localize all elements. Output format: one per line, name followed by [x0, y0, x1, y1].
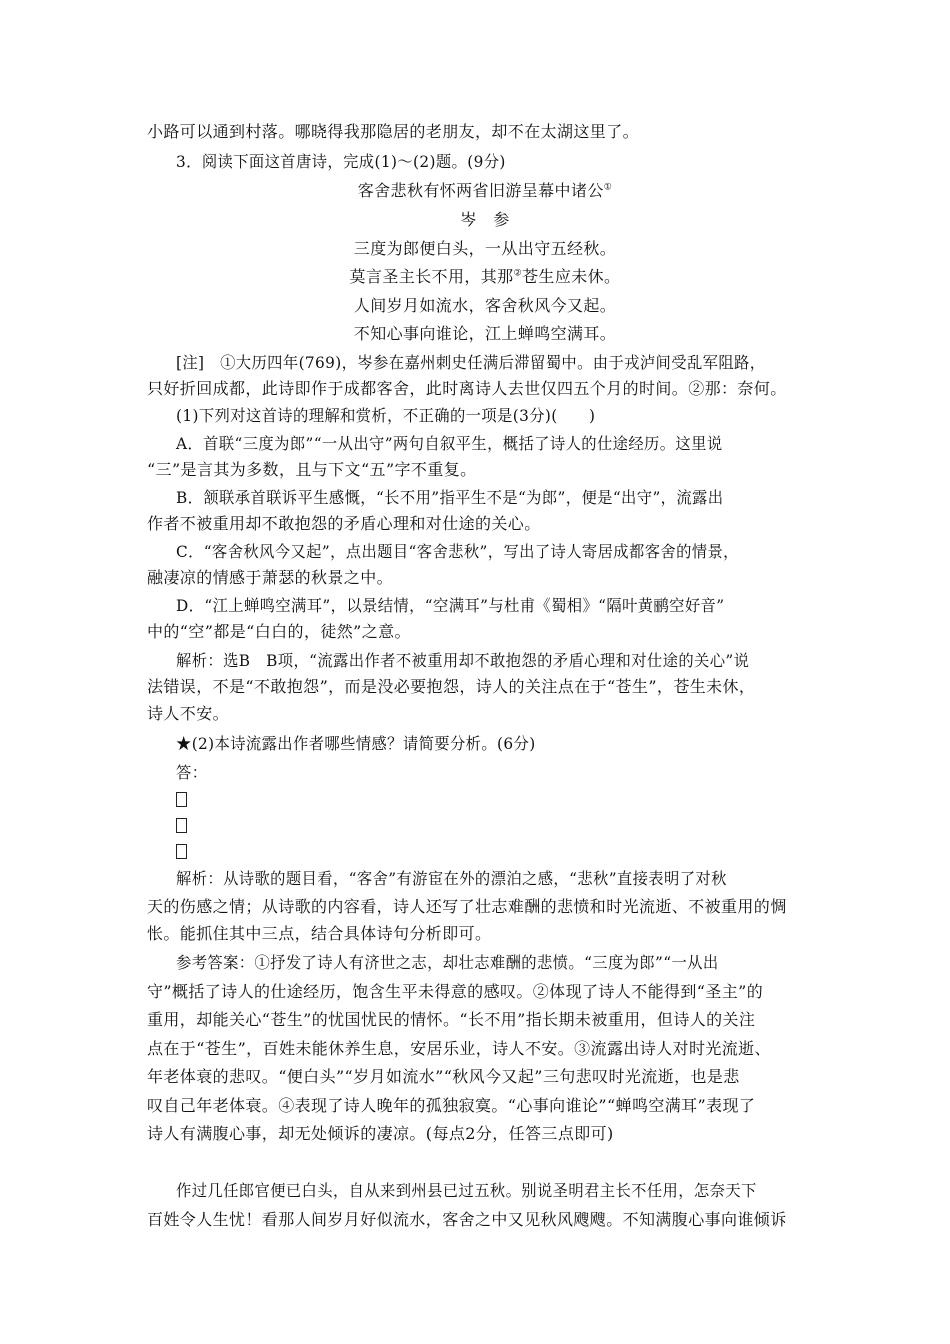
note-line: [注] ①大历四年(769)，岑参在嘉州刺史任满后滞留蜀中。由于戎泸间受乱军阻路， — [176, 353, 766, 372]
reference-answer-cont: 重用，却能关心“苍生”的忧国忧民的情怀。“长不用”指长期未被重用，但诗人的关注 — [147, 1010, 756, 1029]
question-2: ★(2)本诗流露出作者哪些情感？请简要分析。(6分) — [176, 734, 536, 753]
poem-line — [320, 267, 650, 287]
analysis-2-cont: 天的伤感之情；从诗歌的内容看，诗人还写了壮志难酬的悲愤和时光流逝、不被重用的惆 — [147, 897, 787, 916]
analysis-1: 解析：选B B项，“流露出作者不被重用却不敢抱怨的矛盾心理和对仕途的关心”说 — [176, 651, 750, 670]
reference-answer-cont: 年老体衰的悲叹。“便白头”“岁月如流水”“秋风今又起”三句悲叹时光流逝，也是悲 — [147, 1067, 740, 1086]
question-3-heading: 3．阅读下面这首唐诗，完成(1)～(2)题。(9分) — [176, 152, 506, 171]
footnote-marker: ② — [513, 268, 523, 279]
poem-line: 人间岁月如流水，客舍秋风今又起。 — [353, 296, 617, 315]
translation: 作过几任郎官便已白头，自从来到州县已过五秋。别说圣明君主长不任用，怎奈天下 — [176, 1181, 757, 1200]
footnote-marker: ① — [603, 182, 613, 193]
option-b-cont: 作者不被重用却不敢抱怨的矛盾心理和对仕途的关心。 — [147, 514, 541, 533]
poem-author: 岑 参 — [460, 210, 510, 229]
answer-box — [176, 792, 187, 807]
option-c-cont: 融凄凉的情感于萧瑟的秋景之中。 — [147, 568, 394, 587]
option-c: C．“客舍秋风今又起”，点出题目“客舍悲秋”，写出了诗人寄居成都客舍的情景， — [176, 542, 739, 561]
option-b: B．颔联承首联诉平生感慨，“长不用”指平生不是“为郎”，便是“出守”，流露出 — [176, 488, 724, 507]
analysis-1-cont: 诗人不安。 — [147, 704, 230, 723]
reference-answer-cont: 守”概括了诗人的仕途经历，饱含生平未得意的感叹。②体现了诗人不能得到“圣主”的 — [147, 982, 764, 1001]
text-line: 小路可以通到村落。哪晓得我那隐居的老朋友，却不在太湖这里了。 — [147, 122, 640, 141]
poem-line: 不知心事向谁论，江上蝉鸣空满耳。 — [353, 324, 617, 343]
question-1: (1)下列对这首诗的理解和赏析，不正确的一项是(3分)( ) — [176, 406, 596, 425]
answer-label: 答： — [176, 763, 208, 782]
answer-box — [176, 818, 187, 833]
poem-line: 三度为郎便白头，一从出守五经秋。 — [353, 239, 617, 258]
analysis-2-cont: 怅。能抓住其中三点，结合具体诗句分析即可。 — [147, 924, 492, 943]
answer-box — [176, 844, 187, 859]
reference-answer-cont: 诗人有满腹心事，却无处倾诉的凄凉。(每点2分，任答三点即可) — [147, 1124, 614, 1143]
option-d: D．“江上蝉鸣空满耳”，以景结情，“空满耳”与杜甫《蜀相》“隔叶黄鹂空好音” — [176, 596, 725, 615]
option-d-cont: 中的“空”都是“白白的，徒然”之意。 — [147, 622, 411, 641]
analysis-1-cont: 法错误，不是“不敢抱怨”，而是没必要抱怨，诗人的关注点在于“苍生”，苍生未休， — [147, 677, 756, 696]
poem-line-part: 莫言圣主长不用，其那 — [349, 267, 514, 286]
translation-cont: 百姓令人生忧！看那人间岁月好似流水，客舍之中又见秋风飕飕。不知满腹心事向谁倾诉 — [147, 1210, 787, 1229]
reference-answer-cont: 叹自己年老体衰。④表现了诗人晚年的孤独寂寞。“心事向谁论”“蝉鸣空满耳”表现了 — [147, 1096, 756, 1115]
analysis-2: 解析：从诗歌的题目看，“客舍”有游宦在外的漂泊之感，“悲秋”直接表明了对秋 — [176, 869, 727, 888]
poem-line-part: 苍生应未休。 — [522, 267, 621, 286]
note-line: 只好折回成都，此诗即作于成都客舍，此时离诗人去世仅四五个月的时间。②那：奈何。 — [147, 379, 787, 398]
option-a: A．首联“三度为郎”“一从出守”两句自叙平生，概括了诗人的仕途经历。这里说 — [176, 434, 723, 453]
poem-title-text: 客舍悲秋有怀两省旧游呈幕中诸公 — [357, 181, 604, 200]
option-a-cont: “三”是言其为多数，且与下文“五”字不重复。 — [147, 460, 477, 479]
reference-answer: 参考答案：①抒发了诗人有济世之志，却壮志难酬的悲愤。“三度为郎”“一从出 — [176, 953, 719, 972]
poem-title — [320, 181, 650, 201]
reference-answer-cont: 点在于“苍生”，百姓未能休养生息，安居乐业，诗人不安。③流露出诗人对时光流逝、 — [147, 1039, 771, 1058]
